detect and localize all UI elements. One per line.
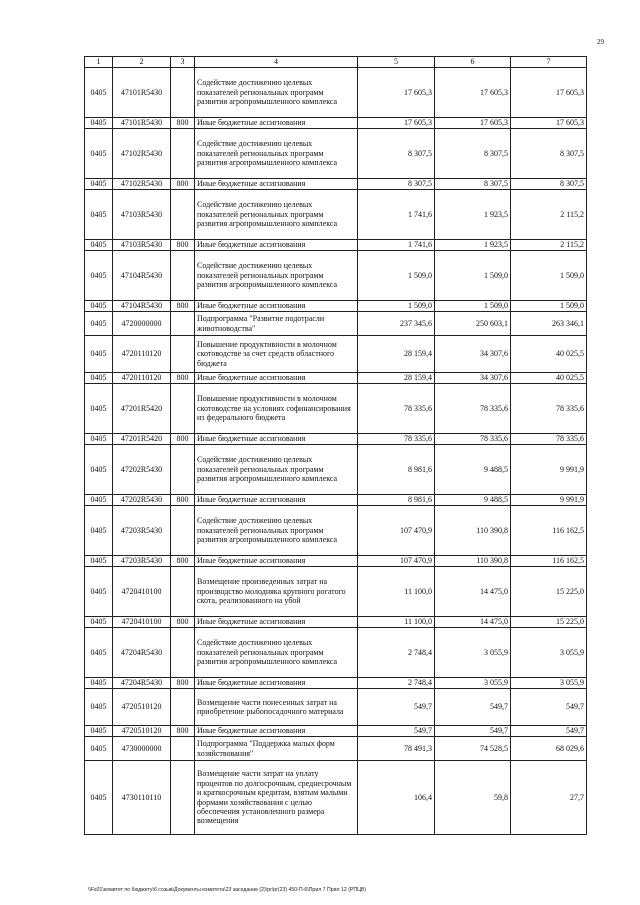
amount-year-3-cell: 3 055,9 [511, 628, 587, 678]
table-row [85, 737, 587, 761]
section-code-cell: 0405 [85, 434, 113, 445]
description-cell: Повышение продуктивности в молочном скотоводстве за счет средств областного бюджета [195, 336, 358, 373]
amount-year-2-cell: 74 528,5 [435, 737, 511, 761]
expense-type-cell: 800 [171, 617, 195, 628]
amount-year-3-cell: 15 225,0 [511, 617, 587, 628]
amount-year-3-cell: 116 162,5 [511, 556, 587, 567]
amount-year-3-cell: 78 335,6 [511, 384, 587, 434]
description-cell: Содействие достижению целевых показателей региональных программ развития агропромышленного комплекса [195, 445, 358, 495]
section-code-cell: 0405 [85, 118, 113, 129]
table-row [85, 445, 587, 495]
section-code-cell: 0405 [85, 737, 113, 761]
header-cell-7: 7 [511, 57, 587, 68]
section-code-cell: 0405 [85, 190, 113, 240]
amount-year-3-cell: 9 991,9 [511, 495, 587, 506]
footer-file-path: \\Fs01\комитет по бюджету\6 созыв\Документы комитета\23 заседание (2)\pr\pr(23) 450-П-6\Прил 7 Прил 12 (РПЦВ) [88, 887, 367, 893]
target-article-cell: 47203R5430 [113, 506, 171, 556]
amount-year-2-cell: 8 307,5 [435, 179, 511, 190]
section-code-cell: 0405 [85, 495, 113, 506]
target-article-cell: 47104R5430 [113, 251, 171, 301]
amount-year-1-cell: 78 491,3 [358, 737, 435, 761]
target-article-cell: 47102R5430 [113, 179, 171, 190]
expense-type-cell: 800 [171, 179, 195, 190]
section-code-cell: 0405 [85, 240, 113, 251]
table-row [85, 373, 587, 384]
target-article-cell: 47202R5430 [113, 445, 171, 495]
header-cell-1: 1 [85, 57, 113, 68]
table-row [85, 68, 587, 118]
expense-type-cell [171, 190, 195, 240]
description-cell: Повышение продуктивности в молочном скотоводстве на условиях софинансирования из федерального бюджета [195, 384, 358, 434]
expense-type-cell [171, 336, 195, 373]
amount-year-1-cell: 107 470,9 [358, 556, 435, 567]
amount-year-3-cell: 68 029,6 [511, 737, 587, 761]
amount-year-3-cell: 2 115,2 [511, 190, 587, 240]
amount-year-3-cell: 40 025,5 [511, 336, 587, 373]
amount-year-1-cell: 237 345,6 [358, 312, 435, 336]
expense-type-cell: 800 [171, 726, 195, 737]
amount-year-3-cell: 17 605,3 [511, 118, 587, 129]
amount-year-1-cell: 28 159,4 [358, 373, 435, 384]
amount-year-3-cell: 2 115,2 [511, 240, 587, 251]
amount-year-2-cell: 110 390,8 [435, 506, 511, 556]
table-row [85, 240, 587, 251]
amount-year-1-cell: 1 741,6 [358, 190, 435, 240]
description-cell: Возмещение произведенных затрат на производство молодняка крупного рогатого скота, реализованного на убой [195, 567, 358, 617]
amount-year-2-cell: 9 488,5 [435, 445, 511, 495]
expense-type-cell [171, 129, 195, 179]
table-row [85, 761, 587, 835]
description-cell: Иные бюджетные ассигнования [195, 726, 358, 737]
description-cell: Содействие достижению целевых показателей региональных программ развития агропромышленного комплекса [195, 251, 358, 301]
amount-year-3-cell: 8 307,5 [511, 129, 587, 179]
amount-year-3-cell: 1 509,0 [511, 301, 587, 312]
target-article-cell: 47204R5430 [113, 628, 171, 678]
target-article-cell: 47101R5430 [113, 118, 171, 129]
table-row [85, 567, 587, 617]
description-cell: Иные бюджетные ассигнования [195, 373, 358, 384]
table-row [85, 628, 587, 678]
amount-year-2-cell: 1 509,0 [435, 251, 511, 301]
section-code-cell: 0405 [85, 312, 113, 336]
target-article-cell: 4720410100 [113, 567, 171, 617]
amount-year-2-cell: 1 923,5 [435, 240, 511, 251]
target-article-cell: 4720110120 [113, 373, 171, 384]
description-cell: Иные бюджетные ассигнования [195, 240, 358, 251]
target-article-cell: 4720000000 [113, 312, 171, 336]
expense-type-cell [171, 312, 195, 336]
table-row [85, 336, 587, 373]
amount-year-2-cell: 250 603,1 [435, 312, 511, 336]
target-article-cell: 47103R5430 [113, 240, 171, 251]
amount-year-3-cell: 40 025,5 [511, 373, 587, 384]
amount-year-3-cell: 9 991,9 [511, 445, 587, 495]
amount-year-2-cell: 3 055,9 [435, 678, 511, 689]
section-code-cell: 0405 [85, 384, 113, 434]
amount-year-1-cell: 8 307,5 [358, 179, 435, 190]
header-cell-2: 2 [113, 57, 171, 68]
expense-type-cell: 800 [171, 556, 195, 567]
amount-year-3-cell: 27,7 [511, 761, 587, 835]
amount-year-3-cell: 3 055,9 [511, 678, 587, 689]
amount-year-1-cell: 1 509,0 [358, 251, 435, 301]
amount-year-2-cell: 17 605,3 [435, 118, 511, 129]
expense-type-cell [171, 384, 195, 434]
table-header-row [85, 57, 587, 68]
section-code-cell: 0405 [85, 689, 113, 726]
table-row [85, 190, 587, 240]
amount-year-1-cell: 1 741,6 [358, 240, 435, 251]
amount-year-3-cell: 263 346,1 [511, 312, 587, 336]
table-row [85, 556, 587, 567]
section-code-cell: 0405 [85, 761, 113, 835]
amount-year-2-cell: 14 475,0 [435, 617, 511, 628]
table-row [85, 129, 587, 179]
table-row [85, 312, 587, 336]
description-cell: Содействие достижению целевых показателей региональных программ развития агропромышленного комплекса [195, 129, 358, 179]
amount-year-2-cell: 34 307,6 [435, 336, 511, 373]
amount-year-2-cell: 1 923,5 [435, 190, 511, 240]
expense-type-cell [171, 761, 195, 835]
section-code-cell: 0405 [85, 567, 113, 617]
description-cell: Иные бюджетные ассигнования [195, 495, 358, 506]
description-cell: Иные бюджетные ассигнования [195, 556, 358, 567]
amount-year-3-cell: 8 307,5 [511, 179, 587, 190]
target-article-cell: 47104R5430 [113, 301, 171, 312]
description-cell: Содействие достижению целевых показателей региональных программ развития агропромышленного комплекса [195, 68, 358, 118]
amount-year-3-cell: 78 335,6 [511, 434, 587, 445]
target-article-cell: 4730000000 [113, 737, 171, 761]
amount-year-2-cell: 549,7 [435, 726, 511, 737]
description-cell: Содействие достижению целевых показателей региональных программ развития агропромышленного комплекса [195, 190, 358, 240]
amount-year-2-cell: 3 055,9 [435, 628, 511, 678]
expense-type-cell: 800 [171, 301, 195, 312]
description-cell: Подпрограмма "Развитие подотрасли животноводства" [195, 312, 358, 336]
target-article-cell: 4730110110 [113, 761, 171, 835]
expense-type-cell [171, 689, 195, 726]
amount-year-1-cell: 107 470,9 [358, 506, 435, 556]
table-row [85, 726, 587, 737]
amount-year-1-cell: 549,7 [358, 689, 435, 726]
description-cell: Иные бюджетные ассигнования [195, 678, 358, 689]
amount-year-1-cell: 2 748,4 [358, 628, 435, 678]
amount-year-2-cell: 14 475,0 [435, 567, 511, 617]
description-cell: Подпрограмма "Поддержка малых форм хозяйствования" [195, 737, 358, 761]
table-row [85, 118, 587, 129]
amount-year-2-cell: 8 307,5 [435, 129, 511, 179]
target-article-cell: 47203R5430 [113, 556, 171, 567]
amount-year-1-cell: 78 335,6 [358, 384, 435, 434]
table-row [85, 506, 587, 556]
table-row [85, 678, 587, 689]
table-row [85, 251, 587, 301]
amount-year-3-cell: 17 605,3 [511, 68, 587, 118]
section-code-cell: 0405 [85, 129, 113, 179]
amount-year-1-cell: 28 159,4 [358, 336, 435, 373]
section-code-cell: 0405 [85, 556, 113, 567]
target-article-cell: 4720110120 [113, 336, 171, 373]
amount-year-3-cell: 549,7 [511, 689, 587, 726]
budget-table [84, 56, 587, 835]
amount-year-1-cell: 8 981,6 [358, 445, 435, 495]
expense-type-cell [171, 567, 195, 617]
description-cell: Иные бюджетные ассигнования [195, 118, 358, 129]
amount-year-2-cell: 1 509,0 [435, 301, 511, 312]
expense-type-cell: 800 [171, 434, 195, 445]
section-code-cell: 0405 [85, 336, 113, 373]
target-article-cell: 47201R5420 [113, 434, 171, 445]
expense-type-cell [171, 737, 195, 761]
section-code-cell: 0405 [85, 726, 113, 737]
expense-type-cell [171, 445, 195, 495]
amount-year-1-cell: 549,7 [358, 726, 435, 737]
expense-type-cell [171, 506, 195, 556]
target-article-cell: 47102R5430 [113, 129, 171, 179]
expense-type-cell: 800 [171, 495, 195, 506]
amount-year-1-cell: 17 605,3 [358, 118, 435, 129]
amount-year-2-cell: 17 605,3 [435, 68, 511, 118]
expense-type-cell: 800 [171, 118, 195, 129]
section-code-cell: 0405 [85, 628, 113, 678]
description-cell: Возмещение части понесенных затрат на приобретение рыбопосадочного материала [195, 689, 358, 726]
section-code-cell: 0405 [85, 373, 113, 384]
amount-year-2-cell: 59,8 [435, 761, 511, 835]
target-article-cell: 4720510120 [113, 726, 171, 737]
target-article-cell: 47103R5430 [113, 190, 171, 240]
target-article-cell: 4720410100 [113, 617, 171, 628]
amount-year-1-cell: 78 335,6 [358, 434, 435, 445]
section-code-cell: 0405 [85, 68, 113, 118]
amount-year-1-cell: 8 981,6 [358, 495, 435, 506]
table-row [85, 301, 587, 312]
table-row [85, 179, 587, 190]
table-row [85, 434, 587, 445]
description-cell: Иные бюджетные ассигнования [195, 434, 358, 445]
amount-year-1-cell: 106,4 [358, 761, 435, 835]
amount-year-3-cell: 549,7 [511, 726, 587, 737]
description-cell: Иные бюджетные ассигнования [195, 301, 358, 312]
amount-year-1-cell: 8 307,5 [358, 129, 435, 179]
target-article-cell: 47201R5420 [113, 384, 171, 434]
description-cell: Иные бюджетные ассигнования [195, 179, 358, 190]
target-article-cell: 4720510120 [113, 689, 171, 726]
amount-year-3-cell: 116 162,5 [511, 506, 587, 556]
amount-year-2-cell: 78 335,6 [435, 384, 511, 434]
description-cell: Возмещение части затрат на уплату процентов по долгосрочным, среднесрочным и краткосрочным кредитам, взятым малыми формами хозяйствования с целью обеспечения установленного размера возмещения [195, 761, 358, 835]
section-code-cell: 0405 [85, 179, 113, 190]
target-article-cell: 47202R5430 [113, 495, 171, 506]
description-cell: Содействие достижению целевых показателей региональных программ развития агропромышленного комплекса [195, 506, 358, 556]
amount-year-1-cell: 11 100,0 [358, 567, 435, 617]
table-row [85, 689, 587, 726]
expense-type-cell [171, 251, 195, 301]
amount-year-1-cell: 11 100,0 [358, 617, 435, 628]
amount-year-2-cell: 110 390,8 [435, 556, 511, 567]
amount-year-2-cell: 9 488,5 [435, 495, 511, 506]
expense-type-cell: 800 [171, 373, 195, 384]
target-article-cell: 47204R5430 [113, 678, 171, 689]
amount-year-1-cell: 2 748,4 [358, 678, 435, 689]
description-cell: Иные бюджетные ассигнования [195, 617, 358, 628]
description-cell: Содействие достижению целевых показателей региональных программ развития агропромышленного комплекса [195, 628, 358, 678]
section-code-cell: 0405 [85, 251, 113, 301]
header-cell-6: 6 [435, 57, 511, 68]
table-row [85, 617, 587, 628]
header-cell-4: 4 [195, 57, 358, 68]
amount-year-3-cell: 1 509,0 [511, 251, 587, 301]
section-code-cell: 0405 [85, 445, 113, 495]
expense-type-cell [171, 628, 195, 678]
header-cell-3: 3 [171, 57, 195, 68]
section-code-cell: 0405 [85, 301, 113, 312]
amount-year-1-cell: 1 509,0 [358, 301, 435, 312]
target-article-cell: 47101R5430 [113, 68, 171, 118]
amount-year-2-cell: 34 307,6 [435, 373, 511, 384]
table-row [85, 384, 587, 434]
expense-type-cell [171, 68, 195, 118]
expense-type-cell: 800 [171, 240, 195, 251]
amount-year-2-cell: 78 335,6 [435, 434, 511, 445]
amount-year-3-cell: 15 225,0 [511, 567, 587, 617]
page-number: 29 [597, 38, 604, 46]
amount-year-1-cell: 17 605,3 [358, 68, 435, 118]
section-code-cell: 0405 [85, 617, 113, 628]
section-code-cell: 0405 [85, 506, 113, 556]
header-cell-5: 5 [358, 57, 435, 68]
section-code-cell: 0405 [85, 678, 113, 689]
table-row [85, 495, 587, 506]
expense-type-cell: 800 [171, 678, 195, 689]
amount-year-2-cell: 549,7 [435, 689, 511, 726]
